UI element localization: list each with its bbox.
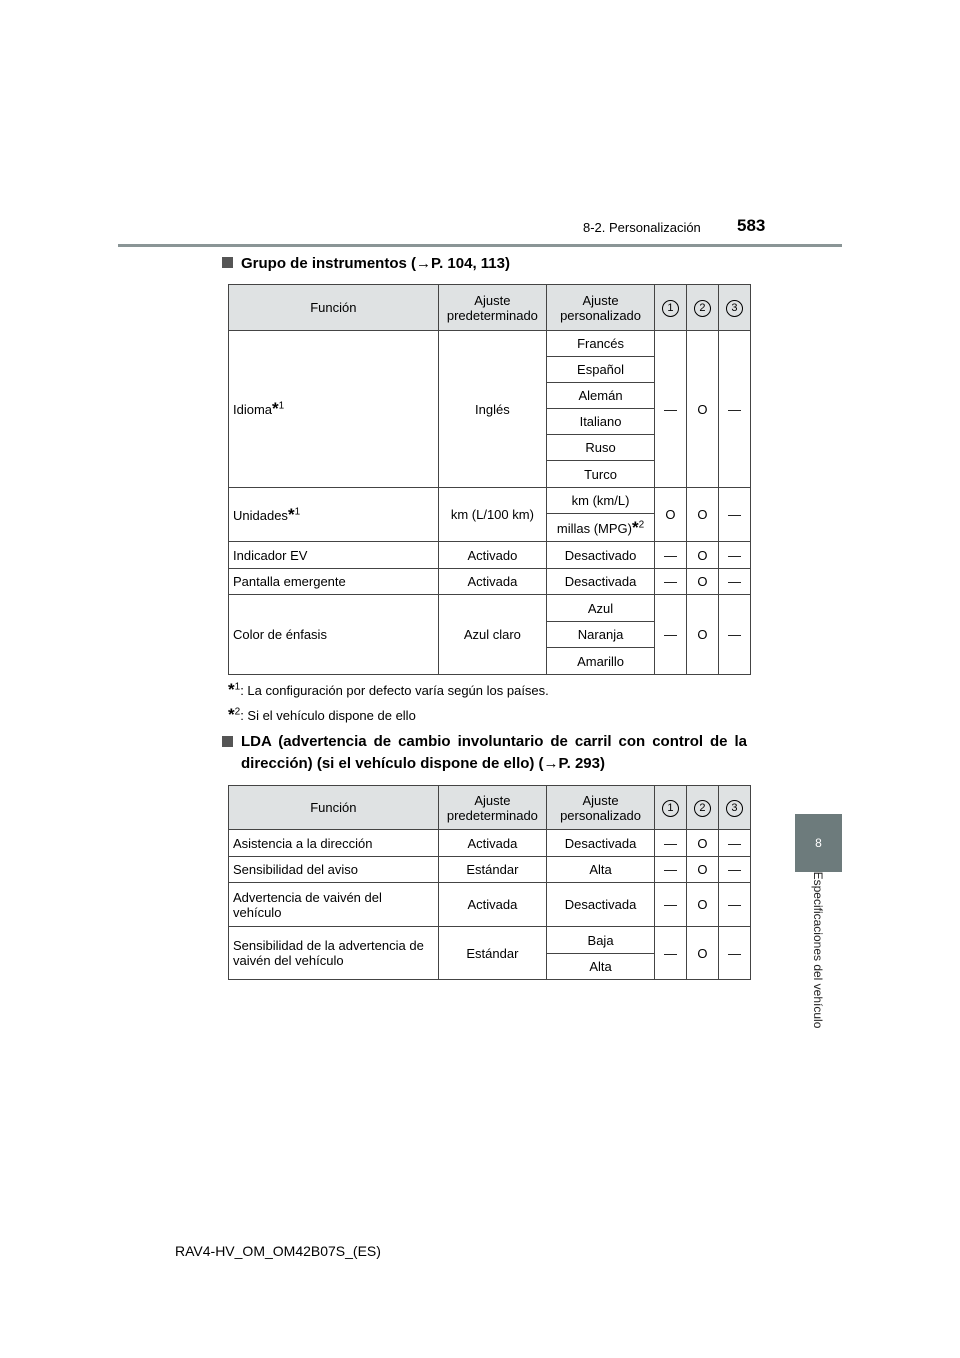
chapter-number: 8 — [815, 836, 822, 850]
section-heading-instrument-cluster — [222, 253, 510, 275]
table-row — [229, 542, 751, 569]
cell-c1: — — [654, 595, 686, 675]
column-header: Función — [229, 786, 439, 830]
cell-c2: O — [686, 542, 718, 569]
heading-text: Grupo de instrumentos (→P. 104, 113) — [241, 255, 510, 272]
cell-option: millas (MPG)*$^2$ — [547, 514, 655, 542]
circled-number: 3 — [726, 800, 743, 817]
cell-c1: — — [654, 331, 686, 488]
cell-option: Azul — [547, 595, 655, 622]
cell-c3: — — [718, 569, 750, 595]
cell-default: km (L/100 km) — [438, 488, 546, 542]
column-header: Ajuste predeterminado — [438, 285, 546, 331]
instrument-cluster-table — [228, 284, 751, 675]
circled-number: 1 — [662, 800, 679, 817]
cell-c3: — — [718, 830, 750, 857]
cell-custom: Desactivada — [547, 569, 655, 595]
circled-number: 2 — [694, 800, 711, 817]
column-header-1 — [654, 285, 686, 331]
cell-custom: Desactivada — [547, 883, 655, 927]
table-row — [229, 569, 751, 595]
cell-custom: Alta — [547, 857, 655, 883]
cell-option: Francés — [547, 331, 655, 357]
cell-c1: — — [654, 542, 686, 569]
cell-custom: Desactivada — [547, 830, 655, 857]
cell-c3: — — [718, 331, 750, 488]
chapter-label: Especificaciones del vehículo — [811, 871, 825, 1029]
cell-default: Activada — [438, 883, 546, 927]
cell-function: Sensibilidad de la advertencia de vaivén del vehículo — [229, 927, 439, 980]
cell-c2: O — [686, 569, 718, 595]
cell-function: Idioma*$^1$ — [229, 331, 439, 488]
square-bullet-icon — [222, 257, 233, 268]
cell-option: km (km/L) — [547, 488, 655, 514]
heading-text: LDA (advertencia de cambio involuntario de carril con control de la dirección) (si el vehículo dispone de ello) (→P. 293) — [241, 733, 747, 772]
section-header: 8-2. Personalización — [583, 220, 701, 235]
cell-c2: O — [686, 595, 718, 675]
cell-function: Sensibilidad del aviso — [229, 857, 439, 883]
footnote-2: *$^2$: Si el vehículo dispone de ello — [228, 705, 416, 724]
column-header-1 — [654, 786, 686, 830]
cell-default: Activado — [438, 542, 546, 569]
cell-c3: — — [718, 595, 750, 675]
table-row — [229, 488, 751, 514]
circled-number: 3 — [726, 300, 743, 317]
column-header-3 — [718, 786, 750, 830]
cell-option: Turco — [547, 461, 655, 488]
cell-default: Activada — [438, 830, 546, 857]
cell-option: Español — [547, 357, 655, 383]
cell-default: Azul claro — [438, 595, 546, 675]
column-header: Ajuste predeterminado — [438, 786, 546, 830]
table-row — [229, 830, 751, 857]
cell-c2: O — [686, 927, 718, 980]
cell-c2: O — [686, 883, 718, 927]
cell-function: Pantalla emergente — [229, 569, 439, 595]
document-code: RAV4-HV_OM_OM42B07S_(ES) — [175, 1243, 381, 1259]
cell-default: Inglés — [438, 331, 546, 488]
cell-option: Naranja — [547, 622, 655, 648]
cell-option: Baja — [547, 927, 655, 954]
cell-c3: — — [718, 883, 750, 927]
column-header-2 — [686, 786, 718, 830]
column-header-2 — [686, 285, 718, 331]
square-bullet-icon — [222, 736, 233, 747]
circled-number: 1 — [662, 300, 679, 317]
cell-option: Ruso — [547, 435, 655, 461]
cell-c1: — — [654, 927, 686, 980]
cell-option: Alta — [547, 954, 655, 980]
table-header-row — [229, 786, 751, 830]
cell-c3: — — [718, 488, 750, 542]
cell-c3: — — [718, 542, 750, 569]
cell-c3: — — [718, 927, 750, 980]
cell-c3: — — [718, 857, 750, 883]
table-row — [229, 331, 751, 357]
table-row — [229, 927, 751, 954]
cell-function: Asistencia a la dirección — [229, 830, 439, 857]
cell-c1: — — [654, 883, 686, 927]
cell-c1: — — [654, 569, 686, 595]
cell-default: Activada — [438, 569, 546, 595]
circled-number: 2 — [694, 300, 711, 317]
cell-option: Alemán — [547, 383, 655, 409]
cell-default: Estándar — [438, 857, 546, 883]
cell-c2: O — [686, 488, 718, 542]
column-header-3 — [718, 285, 750, 331]
cell-c2: O — [686, 830, 718, 857]
cell-function: Indicador EV — [229, 542, 439, 569]
lda-table — [228, 785, 751, 980]
table-row — [229, 857, 751, 883]
cell-default: Estándar — [438, 927, 546, 980]
cell-c2: O — [686, 331, 718, 488]
column-header: Ajuste personalizado — [547, 285, 655, 331]
cell-function: Color de énfasis — [229, 595, 439, 675]
cell-c1: O — [654, 488, 686, 542]
table-row — [229, 883, 751, 927]
cell-c2: O — [686, 857, 718, 883]
table-header-row — [229, 285, 751, 331]
cell-custom: Desactivado — [547, 542, 655, 569]
cell-c1: — — [654, 830, 686, 857]
footnote-1: *$^1$: La configuración por defecto varía según los países. — [228, 680, 549, 699]
section-heading-lda — [222, 731, 747, 775]
chapter-tab — [795, 814, 842, 872]
column-header: Ajuste personalizado — [547, 786, 655, 830]
cell-c1: — — [654, 857, 686, 883]
cell-function: Advertencia de vaivén del vehículo — [229, 883, 439, 927]
cell-option: Italiano — [547, 409, 655, 435]
cell-option: Amarillo — [547, 648, 655, 675]
header-rule — [118, 244, 842, 247]
table-row — [229, 595, 751, 622]
cell-function: Unidades*$^1$ — [229, 488, 439, 542]
page-number: 583 — [737, 216, 766, 235]
column-header: Función — [229, 285, 439, 331]
